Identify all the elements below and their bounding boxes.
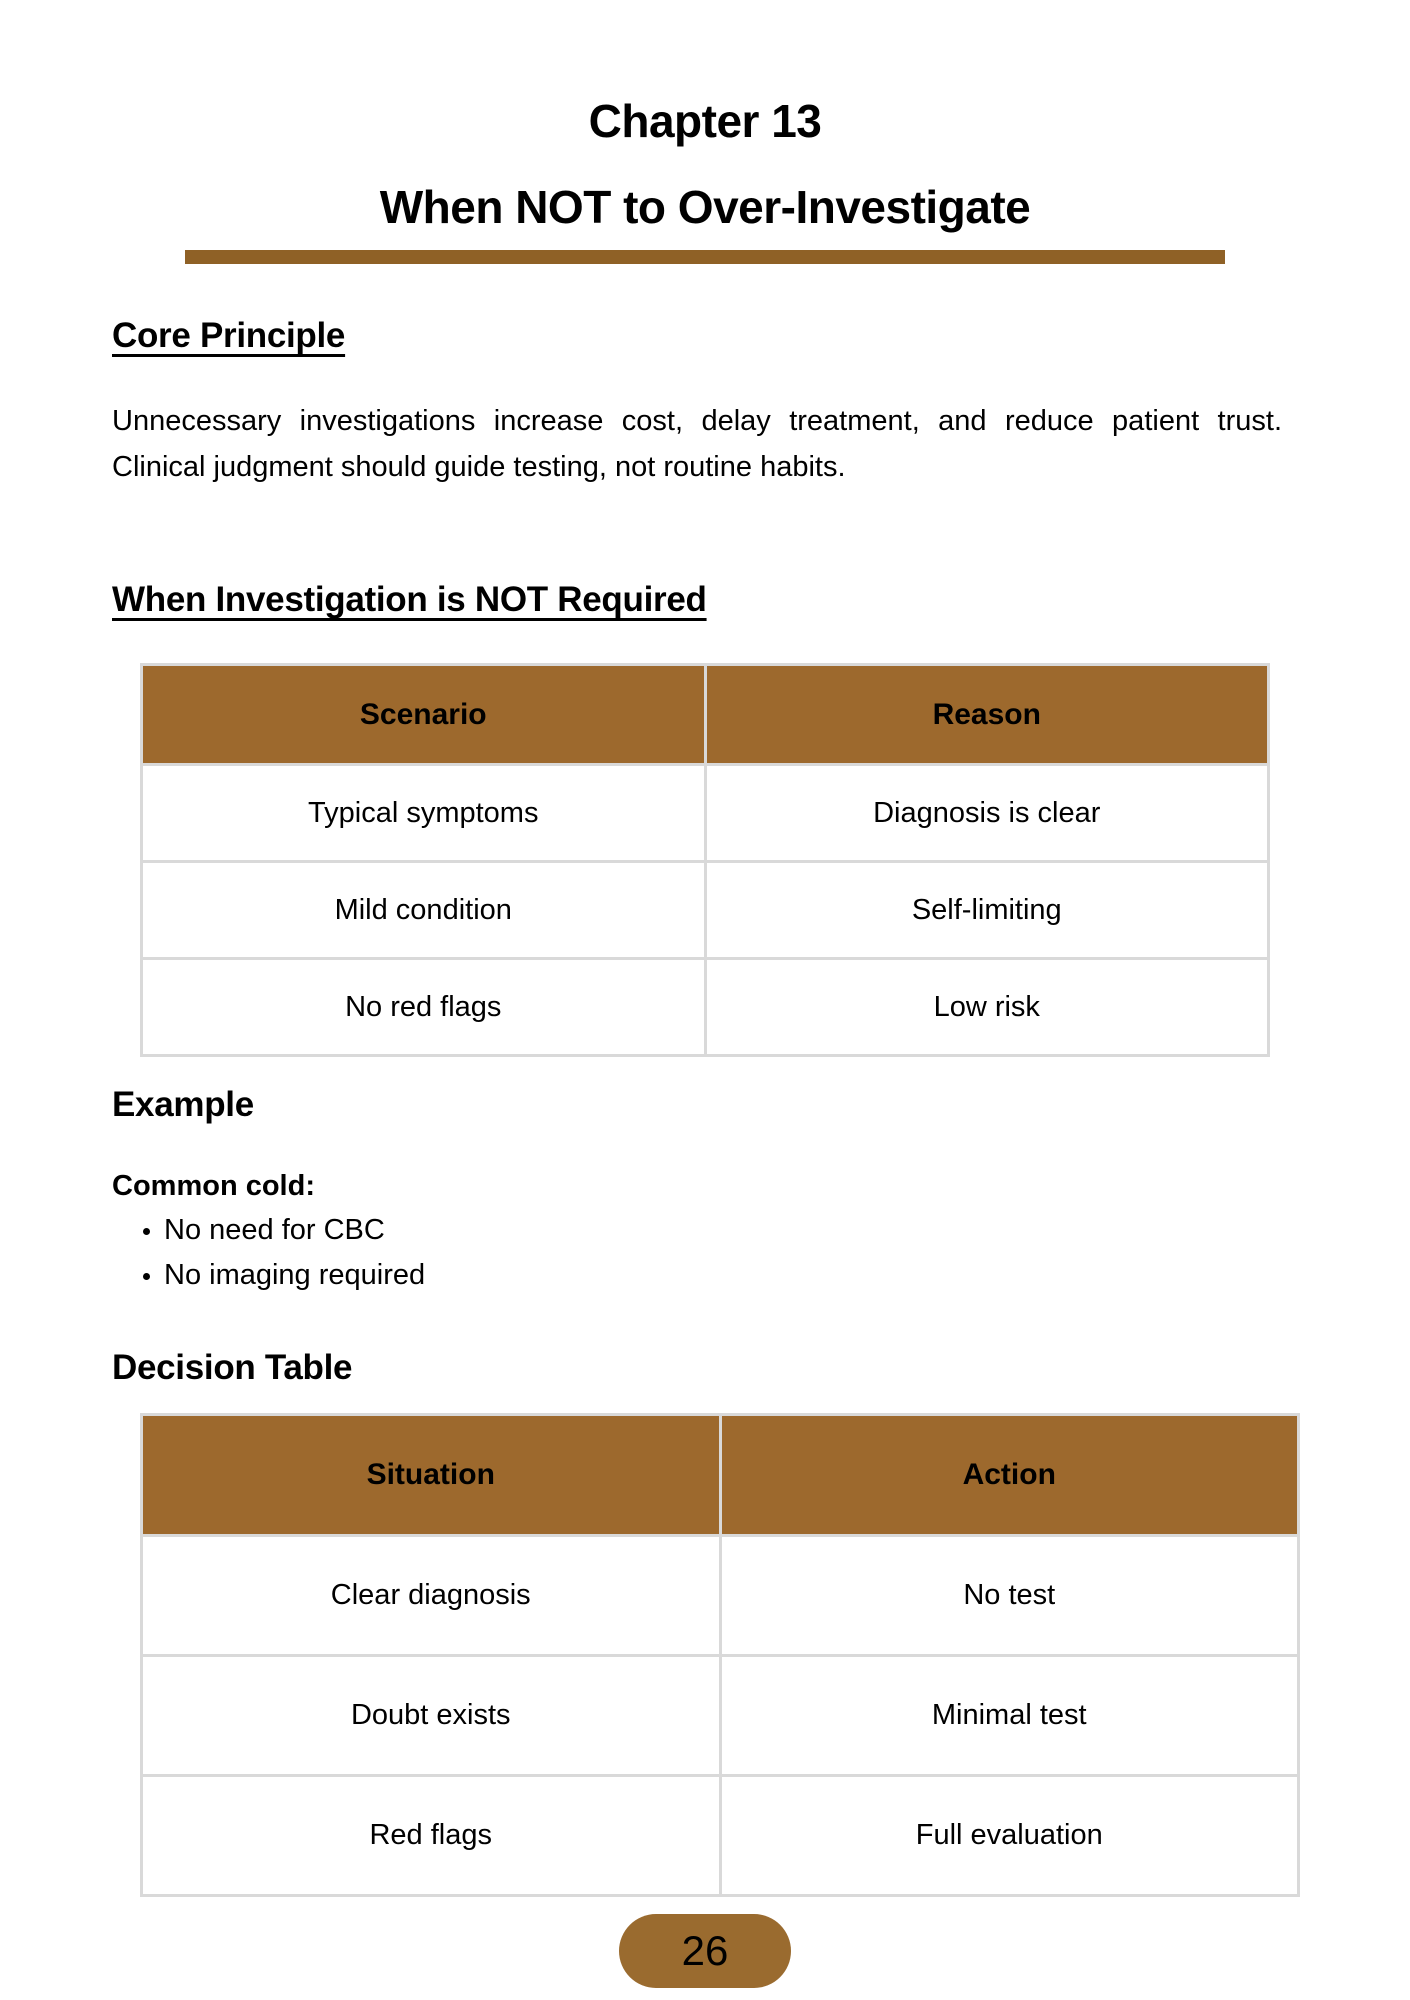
table-row — [142, 959, 1269, 1056]
decision-table-heading: Decision Table — [112, 1348, 353, 1387]
table-row — [142, 1776, 1299, 1896]
core-principle-paragraph: Unnecessary investigations increase cost, delay treatment, and reduce patient trust. Clinical judgment should guide testing, not routine habits. — [112, 405, 1282, 483]
core-principle-heading: Core Principle — [112, 316, 346, 355]
cell-scenario: No red flags — [142, 959, 706, 1056]
page-number: 26 — [681, 1927, 729, 1974]
example-bullet-list — [118, 1208, 425, 1298]
list-item: • No imaging required — [164, 1253, 425, 1298]
cell-reason: Diagnosis is clear — [705, 765, 1269, 862]
column-header-reason: Reason — [705, 665, 1269, 765]
table-row — [142, 1536, 1299, 1656]
page-number-badge — [619, 1914, 791, 1988]
table-header-row — [142, 665, 1269, 765]
cell-reason: Self-limiting — [705, 862, 1269, 959]
cell-scenario: Typical symptoms — [142, 765, 706, 862]
cell-situation: Red flags — [142, 1776, 721, 1896]
cell-scenario: Mild condition — [142, 862, 706, 959]
column-header-scenario: Scenario — [142, 665, 706, 765]
scenario-reason-table — [140, 663, 1270, 1057]
column-header-action: Action — [720, 1415, 1299, 1536]
page-title: When NOT to Over-Investigate — [379, 181, 1031, 233]
list-item: • No need for CBC — [164, 1208, 425, 1253]
cell-reason: Low risk — [705, 959, 1269, 1056]
table-row — [142, 862, 1269, 959]
cell-action: Minimal test — [720, 1656, 1299, 1776]
example-heading: Example — [112, 1085, 254, 1124]
cell-action: No test — [720, 1536, 1299, 1656]
column-header-situation: Situation — [142, 1415, 721, 1536]
when-not-required-heading: When Investigation is NOT Required — [112, 580, 707, 619]
cell-action: Full evaluation — [720, 1776, 1299, 1896]
table-header-row — [142, 1415, 1299, 1536]
chapter-label: Chapter 13 — [588, 95, 822, 147]
table-row — [142, 765, 1269, 862]
title-divider-rule — [185, 250, 1225, 264]
cell-situation: Doubt exists — [142, 1656, 721, 1776]
situation-action-table — [140, 1413, 1300, 1897]
cell-situation: Clear diagnosis — [142, 1536, 721, 1656]
example-case-label: Common cold: — [112, 1170, 315, 1202]
table-row — [142, 1656, 1299, 1776]
